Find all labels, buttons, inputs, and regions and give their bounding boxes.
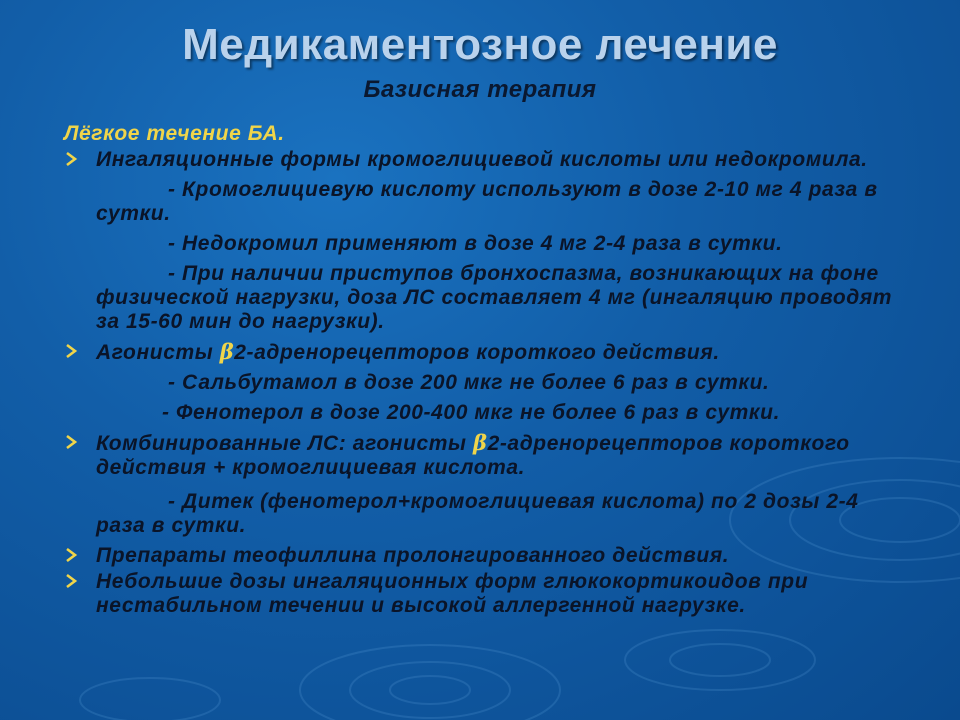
sub-item-text: - Дитек (фенотерол+кромоглициевая кислота) по 2 дозы 2-4 раза в сутки. — [96, 490, 859, 537]
bullet-text-suffix: 2-адренорецепторов короткого действия + кромоглициевая кислота. — [96, 432, 850, 479]
sub-item — [64, 490, 914, 538]
section-heading: Лёгкое течение БА. — [64, 122, 285, 145]
bullet-text-prefix: Комбинированные ЛС: агонисты — [96, 432, 474, 455]
slide-subtitle: Базисная терапия — [363, 76, 597, 103]
sub-item — [64, 262, 914, 334]
sub-item — [64, 232, 914, 256]
bullet-text: Небольшие дозы ингаляционных форм глюкокортикоидов при нестабильном течении и высокой аллергенной нагрузке. — [96, 570, 809, 617]
bullet-text: Препараты теофиллина пролонгированного действия. — [96, 544, 730, 567]
bullet-item — [64, 431, 914, 480]
bullet-text-suffix: 2-адренорецепторов короткого действия. — [234, 341, 720, 364]
sub-item — [64, 401, 914, 425]
arrow-bullet-icon — [64, 342, 80, 360]
bullet-item — [64, 544, 914, 568]
slide-title: Медикаментозное лечение — [182, 20, 778, 69]
arrow-bullet-icon — [64, 433, 80, 451]
bullet-text-prefix: Агонисты — [96, 341, 220, 364]
sub-item-text: - Кромоглициевую кислоту используют в дозе 2-10 мг 4 раза в сутки. — [96, 178, 878, 225]
bullet-item — [64, 340, 914, 365]
arrow-bullet-icon — [64, 150, 80, 168]
arrow-bullet-icon — [64, 572, 80, 590]
sub-item-text: - При наличии приступов бронхоспазма, возникающих на фоне физической нагрузки, доза ЛС составляет 4 мг (ингаляцию проводят за 15-60 мин до нагрузки). — [96, 262, 893, 333]
bullet-text: Ингаляционные формы кромоглициевой кислоты или недокромила. — [96, 148, 868, 171]
bullet-item — [64, 570, 914, 618]
sub-item-text: - Недокромил применяют в дозе 4 мг 2-4 раза в сутки. — [168, 232, 783, 255]
beta-symbol: β — [473, 430, 488, 455]
sub-item — [64, 178, 914, 226]
bullet-item — [64, 148, 914, 172]
sub-item-text: - Фенотерол в дозе 200-400 мкг не более 6 раз в сутки. — [162, 401, 781, 424]
beta-symbol: β — [219, 339, 235, 364]
sub-item-text: - Сальбутамол в дозе 200 мкг не более 6 раз в сутки. — [168, 371, 770, 394]
sub-item — [64, 371, 914, 395]
slide-content — [64, 122, 914, 618]
arrow-bullet-icon — [64, 546, 80, 564]
